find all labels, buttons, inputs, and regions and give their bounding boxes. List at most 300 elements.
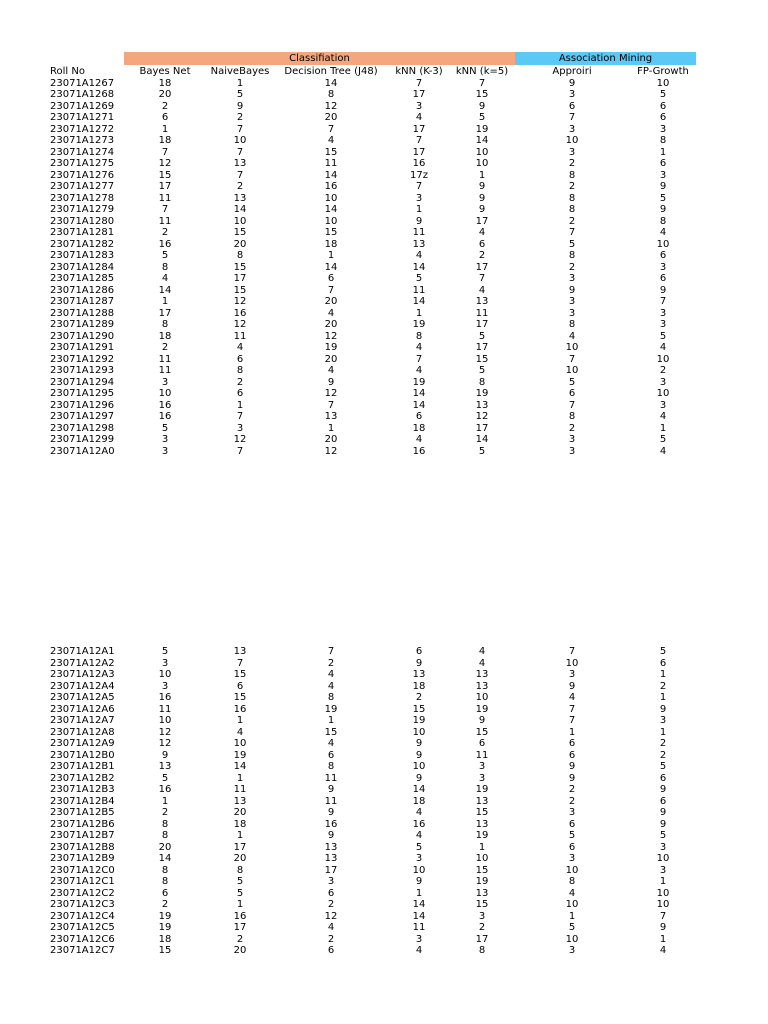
fp-growth-cell: 9 bbox=[659, 703, 667, 715]
knn-k3-cell: 6 bbox=[415, 646, 423, 657]
knn-k5-cell: 13 bbox=[475, 399, 489, 411]
roll-no-cell: 23071A12C3 bbox=[50, 899, 115, 910]
bayes-net-cell: 5 bbox=[161, 250, 169, 261]
decision-tree-cell: 6 bbox=[327, 887, 335, 899]
apriori-cell: 9 bbox=[568, 77, 576, 89]
table-row bbox=[48, 112, 694, 124]
apriori-cell: 10 bbox=[565, 365, 579, 376]
naive-bayes-cell: 12 bbox=[233, 434, 247, 445]
knn-k3-cell: 13 bbox=[412, 669, 426, 680]
roll-no-cell: 23071A1293 bbox=[50, 365, 115, 376]
bayes-net-cell: 15 bbox=[158, 169, 172, 181]
apriori-cell: 3 bbox=[568, 273, 576, 284]
decision-tree-cell: 20 bbox=[324, 353, 338, 365]
knn-k3-cell: 14 bbox=[412, 910, 426, 922]
knn-k3-cell: 4 bbox=[415, 945, 423, 956]
fp-growth-cell: 4 bbox=[659, 445, 667, 457]
header-fp-growth: FP-Growth bbox=[637, 66, 689, 77]
naive-bayes-cell: 7 bbox=[236, 146, 244, 158]
knn-k5-cell: 8 bbox=[478, 945, 486, 956]
decision-tree-cell: 6 bbox=[327, 945, 335, 956]
knn-k5-cell: 15 bbox=[475, 353, 489, 365]
roll-no-cell: 23071A1288 bbox=[50, 307, 115, 319]
decision-tree-cell: 9 bbox=[327, 376, 335, 388]
fp-growth-cell: 1 bbox=[659, 422, 667, 434]
bayes-net-cell: 16 bbox=[158, 238, 172, 250]
bayes-net-cell: 12 bbox=[158, 158, 172, 169]
knn-k5-cell: 17 bbox=[475, 261, 489, 273]
table-row bbox=[48, 423, 694, 435]
roll-no-cell: 23071A12B6 bbox=[50, 818, 115, 830]
naive-bayes-cell: 8 bbox=[236, 864, 244, 876]
bayes-net-cell: 13 bbox=[158, 761, 172, 772]
knn-k5-cell: 19 bbox=[475, 876, 489, 887]
bayes-net-cell: 2 bbox=[161, 899, 169, 910]
knn-k5-cell: 5 bbox=[478, 330, 486, 342]
apriori-cell: 2 bbox=[568, 215, 576, 227]
bayes-net-cell: 1 bbox=[161, 296, 169, 307]
apriori-cell: 7 bbox=[568, 112, 576, 123]
fp-growth-cell: 3 bbox=[659, 864, 667, 876]
bayes-net-cell: 3 bbox=[161, 445, 169, 457]
apriori-cell: 3 bbox=[568, 853, 576, 864]
apriori-cell: 4 bbox=[568, 887, 576, 899]
fp-growth-cell: 4 bbox=[659, 227, 667, 238]
apriori-cell: 10 bbox=[565, 342, 579, 353]
roll-no-cell: 23071A1295 bbox=[50, 388, 115, 399]
naive-bayes-cell: 15 bbox=[233, 669, 247, 680]
knn-k5-cell: 17 bbox=[475, 933, 489, 945]
roll-no-cell: 23071A12B7 bbox=[50, 830, 115, 841]
knn-k5-cell: 17 bbox=[475, 319, 489, 330]
bayes-net-cell: 12 bbox=[158, 738, 172, 749]
knn-k3-cell: 4 bbox=[415, 112, 423, 123]
roll-no-cell: 23071A1276 bbox=[50, 169, 115, 181]
header-knn-k3: kNN (K-3) bbox=[395, 66, 443, 77]
bayes-net-cell: 10 bbox=[158, 388, 172, 399]
naive-bayes-cell: 11 bbox=[233, 784, 247, 795]
fp-growth-cell: 9 bbox=[659, 284, 667, 296]
roll-no-cell: 23071A12B2 bbox=[50, 772, 115, 784]
roll-no-cell: 23071A1289 bbox=[50, 319, 115, 330]
decision-tree-cell: 7 bbox=[327, 123, 335, 135]
roll-no-cell: 23071A1277 bbox=[50, 181, 115, 192]
decision-tree-cell: 14 bbox=[324, 204, 338, 215]
fp-growth-cell: 9 bbox=[659, 807, 667, 818]
knn-k3-cell: 1 bbox=[415, 204, 423, 215]
knn-k3-cell: 10 bbox=[412, 726, 426, 738]
decision-tree-cell: 4 bbox=[327, 669, 335, 680]
bayes-net-cell: 16 bbox=[158, 411, 172, 422]
knn-k5-cell: 15 bbox=[475, 89, 489, 100]
fp-growth-cell: 10 bbox=[656, 887, 670, 899]
apriori-cell: 3 bbox=[568, 296, 576, 307]
table-row bbox=[48, 750, 694, 762]
roll-no-cell: 23071A12A7 bbox=[50, 715, 115, 726]
fp-growth-cell: 10 bbox=[656, 353, 670, 365]
apriori-cell: 2 bbox=[568, 795, 576, 807]
roll-no-cell: 23071A12C5 bbox=[50, 922, 115, 933]
scores-table-bottom bbox=[48, 646, 694, 957]
fp-growth-cell: 3 bbox=[659, 841, 667, 853]
roll-no-cell: 23071A12A3 bbox=[50, 669, 115, 680]
decision-tree-cell: 14 bbox=[324, 77, 338, 89]
roll-no-cell: 23071A1281 bbox=[50, 227, 115, 238]
knn-k3-cell: 3 bbox=[415, 192, 423, 204]
knn-k3-cell: 14 bbox=[412, 899, 426, 910]
table-row bbox=[48, 888, 694, 900]
decision-tree-cell: 12 bbox=[324, 445, 338, 457]
fp-growth-cell: 10 bbox=[656, 238, 670, 250]
knn-k3-cell: 7 bbox=[415, 181, 423, 192]
fp-growth-cell: 3 bbox=[659, 261, 667, 273]
apriori-cell: 4 bbox=[568, 692, 576, 703]
roll-no-cell: 23071A1274 bbox=[50, 146, 115, 158]
fp-growth-cell: 7 bbox=[659, 296, 667, 307]
decision-tree-cell: 8 bbox=[327, 692, 335, 703]
header-decision-tree: Decision Tree (J48) bbox=[284, 66, 378, 77]
classification-group-header: Classifiation bbox=[124, 52, 515, 65]
roll-no-cell: 23071A12A9 bbox=[50, 738, 115, 749]
column-header-row bbox=[48, 66, 694, 78]
knn-k5-cell: 2 bbox=[478, 250, 486, 261]
bayes-net-cell: 3 bbox=[161, 680, 169, 692]
decision-tree-cell: 16 bbox=[324, 181, 338, 192]
bayes-net-cell: 18 bbox=[158, 135, 172, 146]
decision-tree-cell: 4 bbox=[327, 307, 335, 319]
bayes-net-cell: 20 bbox=[158, 89, 172, 100]
apriori-cell: 6 bbox=[568, 388, 576, 399]
fp-growth-cell: 6 bbox=[659, 112, 667, 123]
naive-bayes-cell: 20 bbox=[233, 238, 247, 250]
knn-k3-cell: 16 bbox=[412, 158, 426, 169]
bayes-net-cell: 8 bbox=[161, 261, 169, 273]
knn-k5-cell: 13 bbox=[475, 680, 489, 692]
naive-bayes-cell: 1 bbox=[236, 899, 244, 910]
bayes-net-cell: 8 bbox=[161, 864, 169, 876]
roll-no-cell: 23071A1285 bbox=[50, 273, 115, 284]
table-row bbox=[48, 308, 694, 320]
table-row bbox=[48, 135, 694, 147]
table-row bbox=[48, 819, 694, 831]
apriori-cell: 1 bbox=[568, 726, 576, 738]
bayes-net-cell: 11 bbox=[158, 192, 172, 204]
fp-growth-cell: 3 bbox=[659, 123, 667, 135]
apriori-cell: 3 bbox=[568, 146, 576, 158]
decision-tree-cell: 12 bbox=[324, 100, 338, 112]
table-row bbox=[48, 388, 694, 400]
naive-bayes-cell: 20 bbox=[233, 807, 247, 818]
naive-bayes-cell: 20 bbox=[233, 945, 247, 956]
naive-bayes-cell: 18 bbox=[233, 818, 247, 830]
bayes-net-cell: 6 bbox=[161, 112, 169, 123]
bayes-net-cell: 1 bbox=[161, 795, 169, 807]
table-row bbox=[48, 170, 694, 182]
roll-no-cell: 23071A1284 bbox=[50, 261, 115, 273]
knn-k5-cell: 15 bbox=[475, 807, 489, 818]
table-row bbox=[48, 273, 694, 285]
fp-growth-cell: 1 bbox=[659, 146, 667, 158]
naive-bayes-cell: 1 bbox=[236, 77, 244, 89]
bayes-net-cell: 8 bbox=[161, 830, 169, 841]
bayes-net-cell: 20 bbox=[158, 841, 172, 853]
knn-k5-cell: 11 bbox=[475, 749, 489, 761]
decision-tree-cell: 4 bbox=[327, 135, 335, 146]
roll-no-cell: 23071A1287 bbox=[50, 296, 115, 307]
naive-bayes-cell: 13 bbox=[233, 158, 247, 169]
bayes-net-cell: 3 bbox=[161, 434, 169, 445]
table-row bbox=[48, 934, 694, 946]
fp-growth-cell: 1 bbox=[659, 726, 667, 738]
knn-k5-cell: 13 bbox=[475, 669, 489, 680]
decision-tree-cell: 15 bbox=[324, 146, 338, 158]
knn-k5-cell: 12 bbox=[475, 411, 489, 422]
knn-k5-cell: 5 bbox=[478, 112, 486, 123]
naive-bayes-cell: 2 bbox=[236, 112, 244, 123]
naive-bayes-cell: 2 bbox=[236, 376, 244, 388]
decision-tree-cell: 15 bbox=[324, 726, 338, 738]
apriori-cell: 7 bbox=[568, 646, 576, 657]
decision-tree-cell: 19 bbox=[324, 342, 338, 353]
decision-tree-cell: 20 bbox=[324, 319, 338, 330]
knn-k5-cell: 4 bbox=[478, 227, 486, 238]
roll-no-cell: 23071A1279 bbox=[50, 204, 115, 215]
knn-k3-cell: 19 bbox=[412, 376, 426, 388]
naive-bayes-cell: 16 bbox=[233, 910, 247, 922]
bayes-net-cell: 9 bbox=[161, 749, 169, 761]
knn-k3-cell: 4 bbox=[415, 434, 423, 445]
table-row bbox=[48, 101, 694, 113]
bayes-net-cell: 5 bbox=[161, 422, 169, 434]
roll-no-cell: 23071A1297 bbox=[50, 411, 115, 422]
bayes-net-cell: 8 bbox=[161, 876, 169, 887]
bayes-net-cell: 5 bbox=[161, 646, 169, 657]
fp-growth-cell: 10 bbox=[656, 899, 670, 910]
knn-k5-cell: 9 bbox=[478, 204, 486, 215]
apriori-cell: 10 bbox=[565, 657, 579, 669]
apriori-cell: 10 bbox=[565, 933, 579, 945]
fp-growth-cell: 10 bbox=[656, 77, 670, 89]
fp-growth-cell: 6 bbox=[659, 100, 667, 112]
knn-k5-cell: 15 bbox=[475, 864, 489, 876]
roll-no-cell: 23071A1271 bbox=[50, 112, 115, 123]
table-row bbox=[48, 738, 694, 750]
knn-k5-cell: 9 bbox=[478, 100, 486, 112]
knn-k3-cell: 8 bbox=[415, 330, 423, 342]
knn-k3-cell: 11 bbox=[412, 227, 426, 238]
fp-growth-cell: 1 bbox=[659, 669, 667, 680]
naive-bayes-cell: 9 bbox=[236, 100, 244, 112]
knn-k5-cell: 15 bbox=[475, 726, 489, 738]
roll-no-cell: 23071A12B0 bbox=[50, 749, 115, 761]
knn-k5-cell: 10 bbox=[475, 158, 489, 169]
table-row bbox=[48, 124, 694, 136]
naive-bayes-cell: 12 bbox=[233, 296, 247, 307]
roll-no-cell: 23071A1299 bbox=[50, 434, 115, 445]
table-row bbox=[48, 354, 694, 366]
decision-tree-cell: 8 bbox=[327, 89, 335, 100]
bayes-net-cell: 5 bbox=[161, 772, 169, 784]
fp-growth-cell: 1 bbox=[659, 876, 667, 887]
table-row bbox=[48, 193, 694, 205]
knn-k3-cell: 5 bbox=[415, 841, 423, 853]
table-row bbox=[48, 331, 694, 343]
apriori-cell: 3 bbox=[568, 123, 576, 135]
bayes-net-cell: 2 bbox=[161, 807, 169, 818]
table-row bbox=[48, 761, 694, 773]
fp-growth-cell: 5 bbox=[659, 830, 667, 841]
apriori-cell: 2 bbox=[568, 261, 576, 273]
bayes-net-cell: 14 bbox=[158, 284, 172, 296]
bayes-net-cell: 4 bbox=[161, 273, 169, 284]
roll-no-cell: 23071A1273 bbox=[50, 135, 115, 146]
knn-k3-cell: 9 bbox=[415, 215, 423, 227]
apriori-cell: 5 bbox=[568, 238, 576, 250]
roll-no-cell: 23071A12A1 bbox=[50, 646, 115, 657]
bayes-net-cell: 2 bbox=[161, 100, 169, 112]
table-row bbox=[48, 262, 694, 274]
apriori-cell: 2 bbox=[568, 784, 576, 795]
bayes-net-cell: 11 bbox=[158, 215, 172, 227]
naive-bayes-cell: 4 bbox=[236, 342, 244, 353]
naive-bayes-cell: 5 bbox=[236, 876, 244, 887]
fp-growth-cell: 8 bbox=[659, 135, 667, 146]
knn-k3-cell: 9 bbox=[415, 876, 423, 887]
naive-bayes-cell: 2 bbox=[236, 181, 244, 192]
table-row bbox=[48, 158, 694, 170]
roll-no-cell: 23071A1280 bbox=[50, 215, 115, 227]
table-row bbox=[48, 658, 694, 670]
naive-bayes-cell: 3 bbox=[236, 422, 244, 434]
knn-k5-cell: 17 bbox=[475, 215, 489, 227]
knn-k3-cell: 16 bbox=[412, 445, 426, 457]
naive-bayes-cell: 12 bbox=[233, 319, 247, 330]
apriori-cell: 6 bbox=[568, 841, 576, 853]
decision-tree-cell: 12 bbox=[324, 910, 338, 922]
naive-bayes-cell: 6 bbox=[236, 388, 244, 399]
fp-growth-cell: 3 bbox=[659, 399, 667, 411]
apriori-cell: 7 bbox=[568, 703, 576, 715]
naive-bayes-cell: 20 bbox=[233, 853, 247, 864]
naive-bayes-cell: 17 bbox=[233, 841, 247, 853]
table-row bbox=[48, 945, 694, 957]
knn-k3-cell: 11 bbox=[412, 922, 426, 933]
fp-growth-cell: 7 bbox=[659, 910, 667, 922]
naive-bayes-cell: 1 bbox=[236, 772, 244, 784]
decision-tree-cell: 15 bbox=[324, 227, 338, 238]
apriori-cell: 9 bbox=[568, 761, 576, 772]
naive-bayes-cell: 14 bbox=[233, 204, 247, 215]
roll-no-cell: 23071A12B9 bbox=[50, 853, 115, 864]
roll-no-cell: 23071A12C4 bbox=[50, 910, 115, 922]
knn-k5-cell: 10 bbox=[475, 692, 489, 703]
roll-no-cell: 23071A1291 bbox=[50, 342, 115, 353]
knn-k5-cell: 9 bbox=[478, 192, 486, 204]
apriori-cell: 9 bbox=[568, 680, 576, 692]
table-row bbox=[48, 434, 694, 446]
knn-k5-cell: 17 bbox=[475, 422, 489, 434]
apriori-cell: 2 bbox=[568, 158, 576, 169]
apriori-cell: 7 bbox=[568, 353, 576, 365]
roll-no-cell: 23071A1275 bbox=[50, 158, 115, 169]
bayes-net-cell: 15 bbox=[158, 945, 172, 956]
roll-no-cell: 23071A12A5 bbox=[50, 692, 115, 703]
table-row bbox=[48, 446, 694, 458]
knn-k3-cell: 17z bbox=[410, 169, 428, 181]
bayes-net-cell: 2 bbox=[161, 342, 169, 353]
knn-k5-cell: 4 bbox=[478, 657, 486, 669]
knn-k3-cell: 7 bbox=[415, 77, 423, 89]
roll-no-cell: 23071A12C1 bbox=[50, 876, 115, 887]
decision-tree-cell: 14 bbox=[324, 261, 338, 273]
knn-k3-cell: 17 bbox=[412, 123, 426, 135]
knn-k3-cell: 1 bbox=[415, 887, 423, 899]
bayes-net-cell: 18 bbox=[158, 933, 172, 945]
apriori-cell: 8 bbox=[568, 169, 576, 181]
roll-no-cell: 23071A12C2 bbox=[50, 887, 115, 899]
apriori-cell: 10 bbox=[565, 899, 579, 910]
naive-bayes-cell: 6 bbox=[236, 680, 244, 692]
apriori-cell: 3 bbox=[568, 669, 576, 680]
header-naive-bayes: NaiveBayes bbox=[210, 66, 270, 77]
naive-bayes-cell: 10 bbox=[233, 738, 247, 749]
decision-tree-cell: 2 bbox=[327, 899, 335, 910]
decision-tree-cell: 7 bbox=[327, 646, 335, 657]
knn-k3-cell: 3 bbox=[415, 933, 423, 945]
apriori-cell: 3 bbox=[568, 434, 576, 445]
table-row bbox=[48, 319, 694, 331]
naive-bayes-cell: 13 bbox=[233, 646, 247, 657]
fp-growth-cell: 9 bbox=[659, 922, 667, 933]
naive-bayes-cell: 8 bbox=[236, 365, 244, 376]
naive-bayes-cell: 13 bbox=[233, 192, 247, 204]
table-row bbox=[48, 692, 694, 704]
decision-tree-cell: 10 bbox=[324, 215, 338, 227]
roll-no-cell: 23071A12B8 bbox=[50, 841, 115, 853]
fp-growth-cell: 5 bbox=[659, 646, 667, 657]
fp-growth-cell: 2 bbox=[659, 738, 667, 749]
roll-no-cell: 23071A1267 bbox=[50, 77, 115, 89]
bayes-net-cell: 3 bbox=[161, 657, 169, 669]
decision-tree-cell: 19 bbox=[324, 703, 338, 715]
decision-tree-cell: 11 bbox=[324, 772, 338, 784]
header-knn-k5: kNN (k=5) bbox=[455, 66, 509, 77]
apriori-cell: 5 bbox=[568, 830, 576, 841]
decision-tree-cell: 11 bbox=[324, 158, 338, 169]
table-row bbox=[48, 365, 694, 377]
header-apriori: Approiri bbox=[552, 66, 592, 77]
fp-growth-cell: 3 bbox=[659, 307, 667, 319]
apriori-cell: 6 bbox=[568, 100, 576, 112]
fp-growth-cell: 10 bbox=[656, 853, 670, 864]
decision-tree-cell: 13 bbox=[324, 841, 338, 853]
fp-growth-cell: 2 bbox=[659, 365, 667, 376]
decision-tree-cell: 8 bbox=[327, 761, 335, 772]
naive-bayes-cell: 6 bbox=[236, 353, 244, 365]
knn-k3-cell: 13 bbox=[412, 238, 426, 250]
apriori-cell: 8 bbox=[568, 250, 576, 261]
apriori-cell: 5 bbox=[568, 376, 576, 388]
knn-k3-cell: 6 bbox=[415, 411, 423, 422]
decision-tree-cell: 2 bbox=[327, 657, 335, 669]
roll-no-cell: 23071A1278 bbox=[50, 192, 115, 204]
knn-k3-cell: 17 bbox=[412, 89, 426, 100]
fp-growth-cell: 3 bbox=[659, 715, 667, 726]
fp-growth-cell: 3 bbox=[659, 169, 667, 181]
apriori-cell: 6 bbox=[568, 738, 576, 749]
fp-growth-cell: 9 bbox=[659, 784, 667, 795]
knn-k3-cell: 9 bbox=[415, 657, 423, 669]
